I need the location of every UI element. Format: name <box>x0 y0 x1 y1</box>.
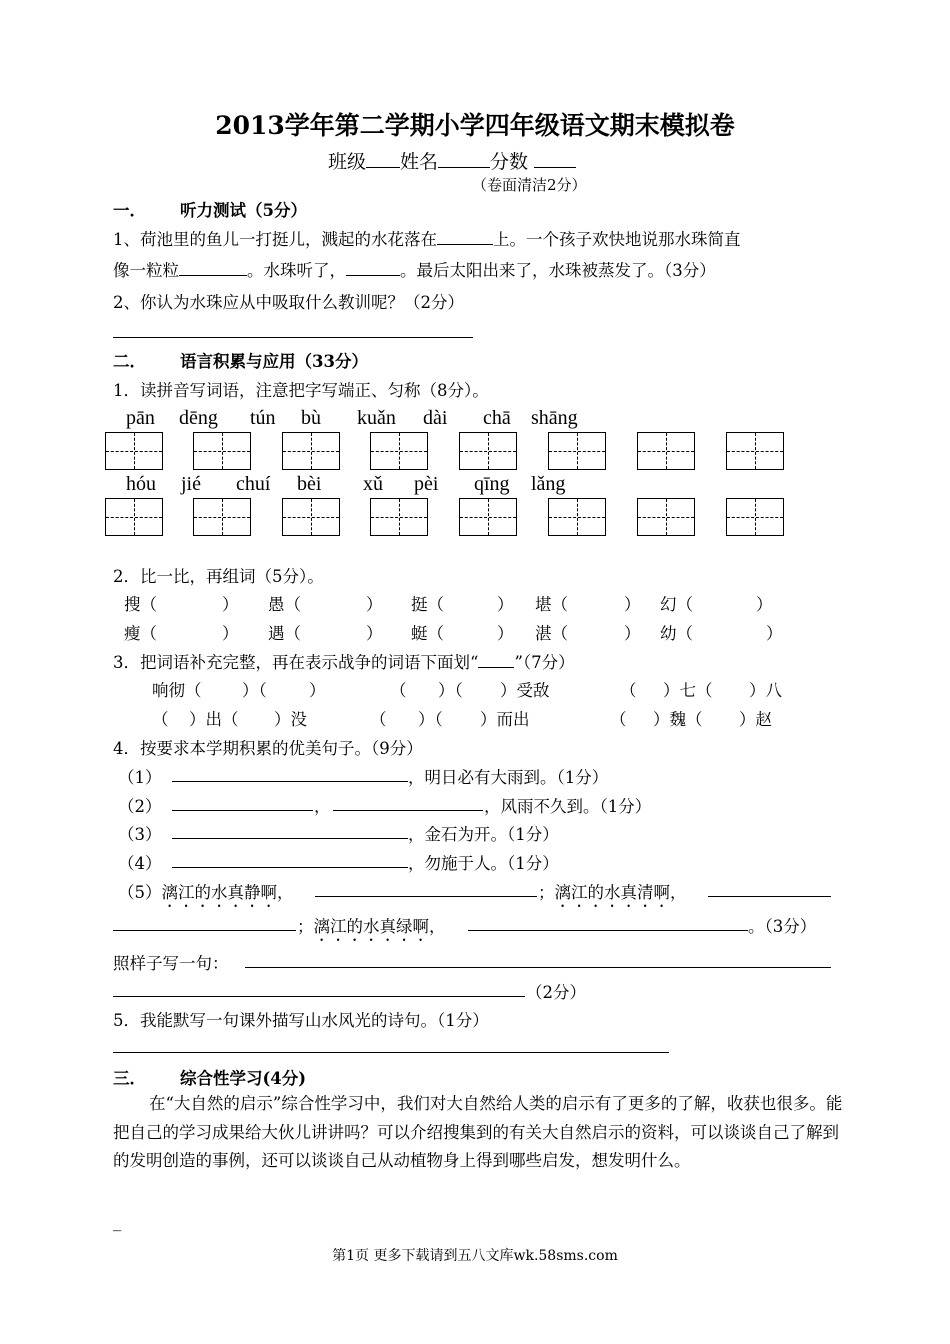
idiom-cell: （ <box>610 710 627 729</box>
sentence-5-comma-a: ， <box>277 883 294 902</box>
page-title: 2013学年第二学期小学四年级语文期末模拟卷 <box>215 111 735 140</box>
pinyin: bèi <box>297 473 322 495</box>
compare-cell: ） <box>222 595 239 614</box>
sentence-5-blank-b[interactable] <box>708 896 831 897</box>
sentence-5-phrase-b: 漓江的水真清啊 <box>554 883 670 902</box>
idiom-cell: ）而出 <box>480 710 530 729</box>
sentence-1-number: （1） <box>118 768 162 787</box>
idiom-cell: ）受敌 <box>500 681 550 700</box>
score-blank[interactable] <box>534 151 576 168</box>
sentence-2-number: （2） <box>118 797 162 816</box>
idiom-cell: ）没 <box>274 710 307 729</box>
imitate-score: （2分） <box>526 983 586 1002</box>
idiom-cell: （ <box>390 681 407 700</box>
s2-q1: 1．读拼音写词语，注意把字写端正、匀称（8分）。 <box>113 381 489 400</box>
pinyin: dēng <box>179 407 218 429</box>
class-label: 班级 <box>328 151 367 173</box>
pinyin: lǎng <box>531 473 566 495</box>
imitate-label: 照样子写一句： <box>113 954 229 973</box>
section3-heading: 综合性学习(4分) <box>180 1069 307 1088</box>
s2-q3-text-b: ”（7分） <box>514 653 575 672</box>
idiom-cell: ）赵 <box>739 710 772 729</box>
s1-q1-text-d: 。水珠听了， <box>247 261 346 280</box>
pinyin: qīng <box>474 473 510 495</box>
compare-cell: ） <box>766 624 783 643</box>
writing-box[interactable] <box>105 498 163 536</box>
sentence-5-blank-a[interactable] <box>315 896 537 897</box>
s1-q1-blank3[interactable] <box>346 259 400 276</box>
compare-cell: ） <box>497 595 514 614</box>
compare-cell: ） <box>366 624 383 643</box>
compare-cell: 湛（ <box>535 624 568 643</box>
idiom-cell: （ <box>370 710 387 729</box>
compare-cell: 遇（ <box>268 624 301 643</box>
sentence-5-comma-b: ， <box>670 883 687 902</box>
s1-q2: 2、你认为水珠应从中吸取什么教训呢？（2分） <box>113 293 464 312</box>
idiom-cell: ）（ <box>242 681 267 700</box>
idiom-cell: ）（ <box>438 681 463 700</box>
compare-cell: 幼（ <box>660 624 693 643</box>
section1-heading: 听力测试（5分） <box>180 201 307 220</box>
pinyin: dài <box>423 407 448 429</box>
sentence-2-blank-a[interactable] <box>172 810 313 811</box>
section3-dash: _ <box>113 1212 122 1231</box>
compare-cell: 堪（ <box>535 595 568 614</box>
s2-q2: 2．比一比，再组词（5分）。 <box>113 567 324 586</box>
imitate-blank-1[interactable] <box>245 967 831 968</box>
sentence-4-number: （4） <box>118 854 162 873</box>
s1-q1-line2 <box>113 257 716 281</box>
sentence-5-semicolon-c: ； <box>297 917 314 936</box>
idiom-cell: 响彻（ <box>152 681 202 700</box>
idiom-cell: ）（ <box>418 710 443 729</box>
compare-cell: ） <box>624 595 641 614</box>
sentence-2-text: ，风雨不久到。（1分） <box>484 797 652 816</box>
writing-box[interactable] <box>726 432 784 470</box>
writing-box[interactable] <box>548 498 606 536</box>
pinyin: xǔ <box>363 473 383 495</box>
writing-box[interactable] <box>370 498 428 536</box>
s1-q1-line1 <box>113 226 741 250</box>
s1-q1-blank1[interactable] <box>437 228 493 245</box>
compare-cell: 蜓（ <box>411 624 444 643</box>
sentence-5-phrase-c: 漓江的水真绿啊 <box>313 917 429 936</box>
idiom-cell: ）七（ <box>663 681 713 700</box>
section3-paragraph: 在“大自然的启示”综合性学习中，我们对大自然给人类的启示有了更多的了解，收获也很多。能把自己的学习成果给大伙儿讲讲吗？可以介绍搜集到的有关大自然启示的资料，可以谈谈自己了解到的发明创造的事例，还可以谈谈自己从动植物身上得到哪些启发，想发明什么。 <box>113 1094 843 1170</box>
imitate-blank-2[interactable] <box>113 996 525 997</box>
writing-box[interactable] <box>459 432 517 470</box>
sentence-2-comma: ， <box>314 797 331 816</box>
page-footer: 第1页 更多下载请到五八文库wk.58sms.com <box>332 1248 618 1264</box>
idiom-cell: ） <box>309 681 326 700</box>
compare-cell: ） <box>366 595 383 614</box>
writing-box[interactable] <box>105 432 163 470</box>
writing-box[interactable] <box>637 432 695 470</box>
s1-q1-text-b: 上。一个孩子欢快地说那水珠简直 <box>493 230 741 249</box>
sentence-5-part-b <box>538 879 687 911</box>
s2-q3 <box>113 649 575 673</box>
sentence-5-phrase-a: 漓江的水真静啊 <box>161 883 277 902</box>
sentence-5-comma-c: ， <box>429 917 446 936</box>
sentence-3-blank[interactable] <box>172 838 408 839</box>
s2-q4: 4．按要求本学期积累的优美句子。（9分） <box>113 739 423 758</box>
writing-box[interactable] <box>637 498 695 536</box>
sentence-4-blank[interactable] <box>172 867 408 868</box>
pinyin: pān <box>126 407 155 429</box>
student-info-line <box>328 147 576 174</box>
compare-cell: ） <box>624 624 641 643</box>
sentence-1-text: ，明日必有大雨到。（1分） <box>408 768 609 787</box>
sentence-3-number: （3） <box>118 825 162 844</box>
section1-number: 一． <box>113 201 146 220</box>
idiom-cell: ）八 <box>749 681 782 700</box>
writing-box[interactable] <box>370 432 428 470</box>
section3-number: 三． <box>113 1069 146 1088</box>
compare-cell: 幻（ <box>660 595 693 614</box>
pinyin: chā <box>483 407 511 429</box>
sentence-1-blank[interactable] <box>172 781 408 782</box>
pinyin: shāng <box>531 407 578 429</box>
writing-box[interactable] <box>726 498 784 536</box>
sentence-5-number: （5） <box>118 883 162 902</box>
compare-cell: 愚（ <box>268 595 301 614</box>
writing-box[interactable] <box>548 432 606 470</box>
sentence-2-blank-b[interactable] <box>333 810 483 811</box>
section2-number: 二． <box>113 352 146 371</box>
writing-box[interactable] <box>193 432 251 470</box>
compare-cell: ） <box>497 624 514 643</box>
compare-cell: ） <box>222 624 239 643</box>
idiom-cell: （ <box>152 710 169 729</box>
s2-q5: 5．我能默写一句课外描写山水风光的诗句。（1分） <box>113 1011 489 1030</box>
sentence-3-text: ，金石为开。（1分） <box>408 825 559 844</box>
pinyin: bù <box>301 407 321 429</box>
s2-q5-answer-line[interactable] <box>113 1052 669 1053</box>
compare-cell: ） <box>756 595 773 614</box>
s2-q3-underline-sample <box>478 651 514 668</box>
pinyin: pèi <box>414 473 439 495</box>
s2-q3-text-a: 3．把词语补充完整，再在表示战争的词语下面划“ <box>113 653 479 672</box>
writing-box[interactable] <box>459 498 517 536</box>
pinyin: jié <box>181 473 201 495</box>
pinyin: kuǎn <box>357 407 396 429</box>
name-label: 姓名 <box>400 151 439 173</box>
s1-q1-text-a: 1、荷池里的鱼儿一打挺儿，溅起的水花落在 <box>113 230 437 249</box>
writing-box[interactable] <box>282 432 340 470</box>
sentence-5-semicolon-b: ； <box>538 883 555 902</box>
writing-box[interactable] <box>282 498 340 536</box>
s1-q2-answer-line[interactable] <box>113 337 473 338</box>
writing-box[interactable] <box>193 498 251 536</box>
sentence-5-line1 <box>118 879 294 911</box>
s1-q1-text-e: 。最后太阳出来了，水珠被蒸发了。（3分） <box>400 261 716 280</box>
sentence-5-end: 。（3分） <box>748 917 817 936</box>
sentence-5-part-c <box>297 913 446 945</box>
compare-cell: 瘦（ <box>124 624 157 643</box>
class-blank[interactable] <box>366 151 400 168</box>
pinyin: tún <box>250 407 276 429</box>
pinyin: chuí <box>236 473 271 495</box>
s1-q1-text-c: 像一粒粒 <box>113 261 179 280</box>
name-blank[interactable] <box>438 151 490 168</box>
idiom-cell: ）出（ <box>189 710 239 729</box>
compare-cell: 搜（ <box>124 595 157 614</box>
neatness-note: （卷面清洁2分） <box>472 176 587 194</box>
s1-q1-blank2[interactable] <box>179 259 247 276</box>
idiom-cell: ）魏（ <box>653 710 703 729</box>
compare-cell: 挺（ <box>411 595 444 614</box>
idiom-cell: （ <box>620 681 637 700</box>
sentence-4-text: ，勿施于人。（1分） <box>408 854 559 873</box>
pinyin: hóu <box>126 473 156 495</box>
section2-heading: 语言积累与应用（33分） <box>180 352 368 371</box>
sentence-5-blank-c[interactable] <box>468 930 748 931</box>
sentence-5-blank-b-cont[interactable] <box>113 930 296 931</box>
score-label: 分数 <box>490 151 529 173</box>
